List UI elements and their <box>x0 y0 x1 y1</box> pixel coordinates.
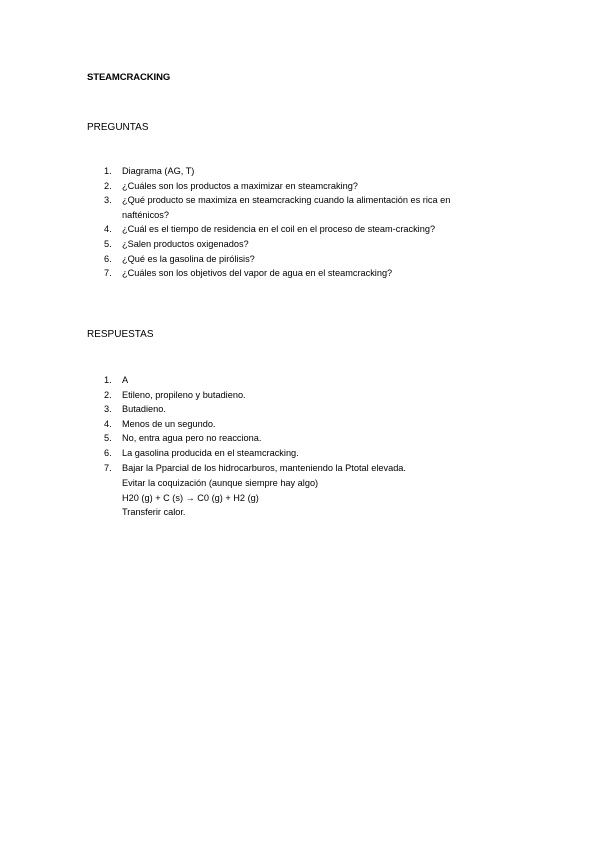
list-item-text: No, entra agua pero no reacciona. <box>122 433 262 444</box>
respuestas-item <box>0 402 490 417</box>
list-item-text: Etileno, propileno y butadieno. <box>122 389 246 400</box>
list-number: 3. <box>104 404 112 415</box>
list-number: 2. <box>104 180 112 191</box>
preguntas-item <box>0 222 490 237</box>
list-number: 7. <box>104 268 112 279</box>
list-item-text: ¿Cuáles son los objetivos del vapor de agua en el steamcracking? <box>122 268 393 279</box>
respuestas-item <box>0 461 490 476</box>
list-item-text: La gasolina producida en el steamcracking. <box>122 447 299 458</box>
list-number: 4. <box>104 418 112 429</box>
respuestas-item <box>0 446 490 461</box>
list-number: 5. <box>104 238 112 249</box>
list-item-text: Bajar la Pparcial de los hidrocarburos, manteniendo la Ptotal elevada. <box>122 462 406 473</box>
preguntas-item <box>0 164 490 179</box>
list-item-text: ¿Qué producto se maximiza en steamcracking cuando la alimentación es rica en nafténicos? <box>122 195 451 220</box>
respuesta-7-continuation <box>122 476 502 520</box>
preguntas-list <box>0 164 599 281</box>
list-number: 6. <box>104 253 112 264</box>
list-item-text: A <box>122 375 129 385</box>
continuation-line: Transferir calor. <box>122 507 186 518</box>
list-number: 6. <box>104 447 112 458</box>
respuestas-item <box>0 417 490 432</box>
preguntas-item <box>0 193 490 222</box>
list-item-text: Diagrama (AG, T) <box>122 166 195 176</box>
respuestas-heading: RESPUESTAS <box>87 329 154 340</box>
respuestas-item <box>0 373 490 388</box>
preguntas-heading: PREGUNTAS <box>87 122 149 133</box>
list-number: 1. <box>104 166 112 176</box>
list-number: 7. <box>104 462 112 473</box>
continuation-line: Evitar la coquización (aunque siempre hay algo) <box>122 478 319 488</box>
list-number: 5. <box>104 433 112 444</box>
list-item-text: ¿Cuál es el tiempo de residencia en el coil en el proceso de steam-cracking? <box>122 224 436 235</box>
list-number: 3. <box>104 195 112 206</box>
list-item-text: Butadieno. <box>122 404 166 415</box>
list-item-text: ¿Qué es la gasolina de pirólisis? <box>122 253 255 264</box>
list-number: 4. <box>104 224 112 235</box>
preguntas-item <box>0 266 490 281</box>
preguntas-item <box>0 179 490 194</box>
list-item-text: ¿Salen productos oxigenados? <box>122 238 249 249</box>
document-title: STEAMCRACKING <box>87 72 171 83</box>
list-number: 1. <box>104 375 112 385</box>
respuestas-item <box>0 431 490 446</box>
reaction-equation: H20 (g) + C (s) → C0 (g) + H2 (g) <box>122 492 259 503</box>
respuestas-item <box>0 388 490 403</box>
list-number: 2. <box>104 389 112 400</box>
list-item-text: Menos de un segundo. <box>122 418 216 429</box>
preguntas-item <box>0 252 490 267</box>
list-item-text: ¿Cuáles son los productos a maximizar en steamcraking? <box>122 180 358 191</box>
preguntas-item <box>0 237 490 252</box>
respuestas-list <box>0 373 599 475</box>
